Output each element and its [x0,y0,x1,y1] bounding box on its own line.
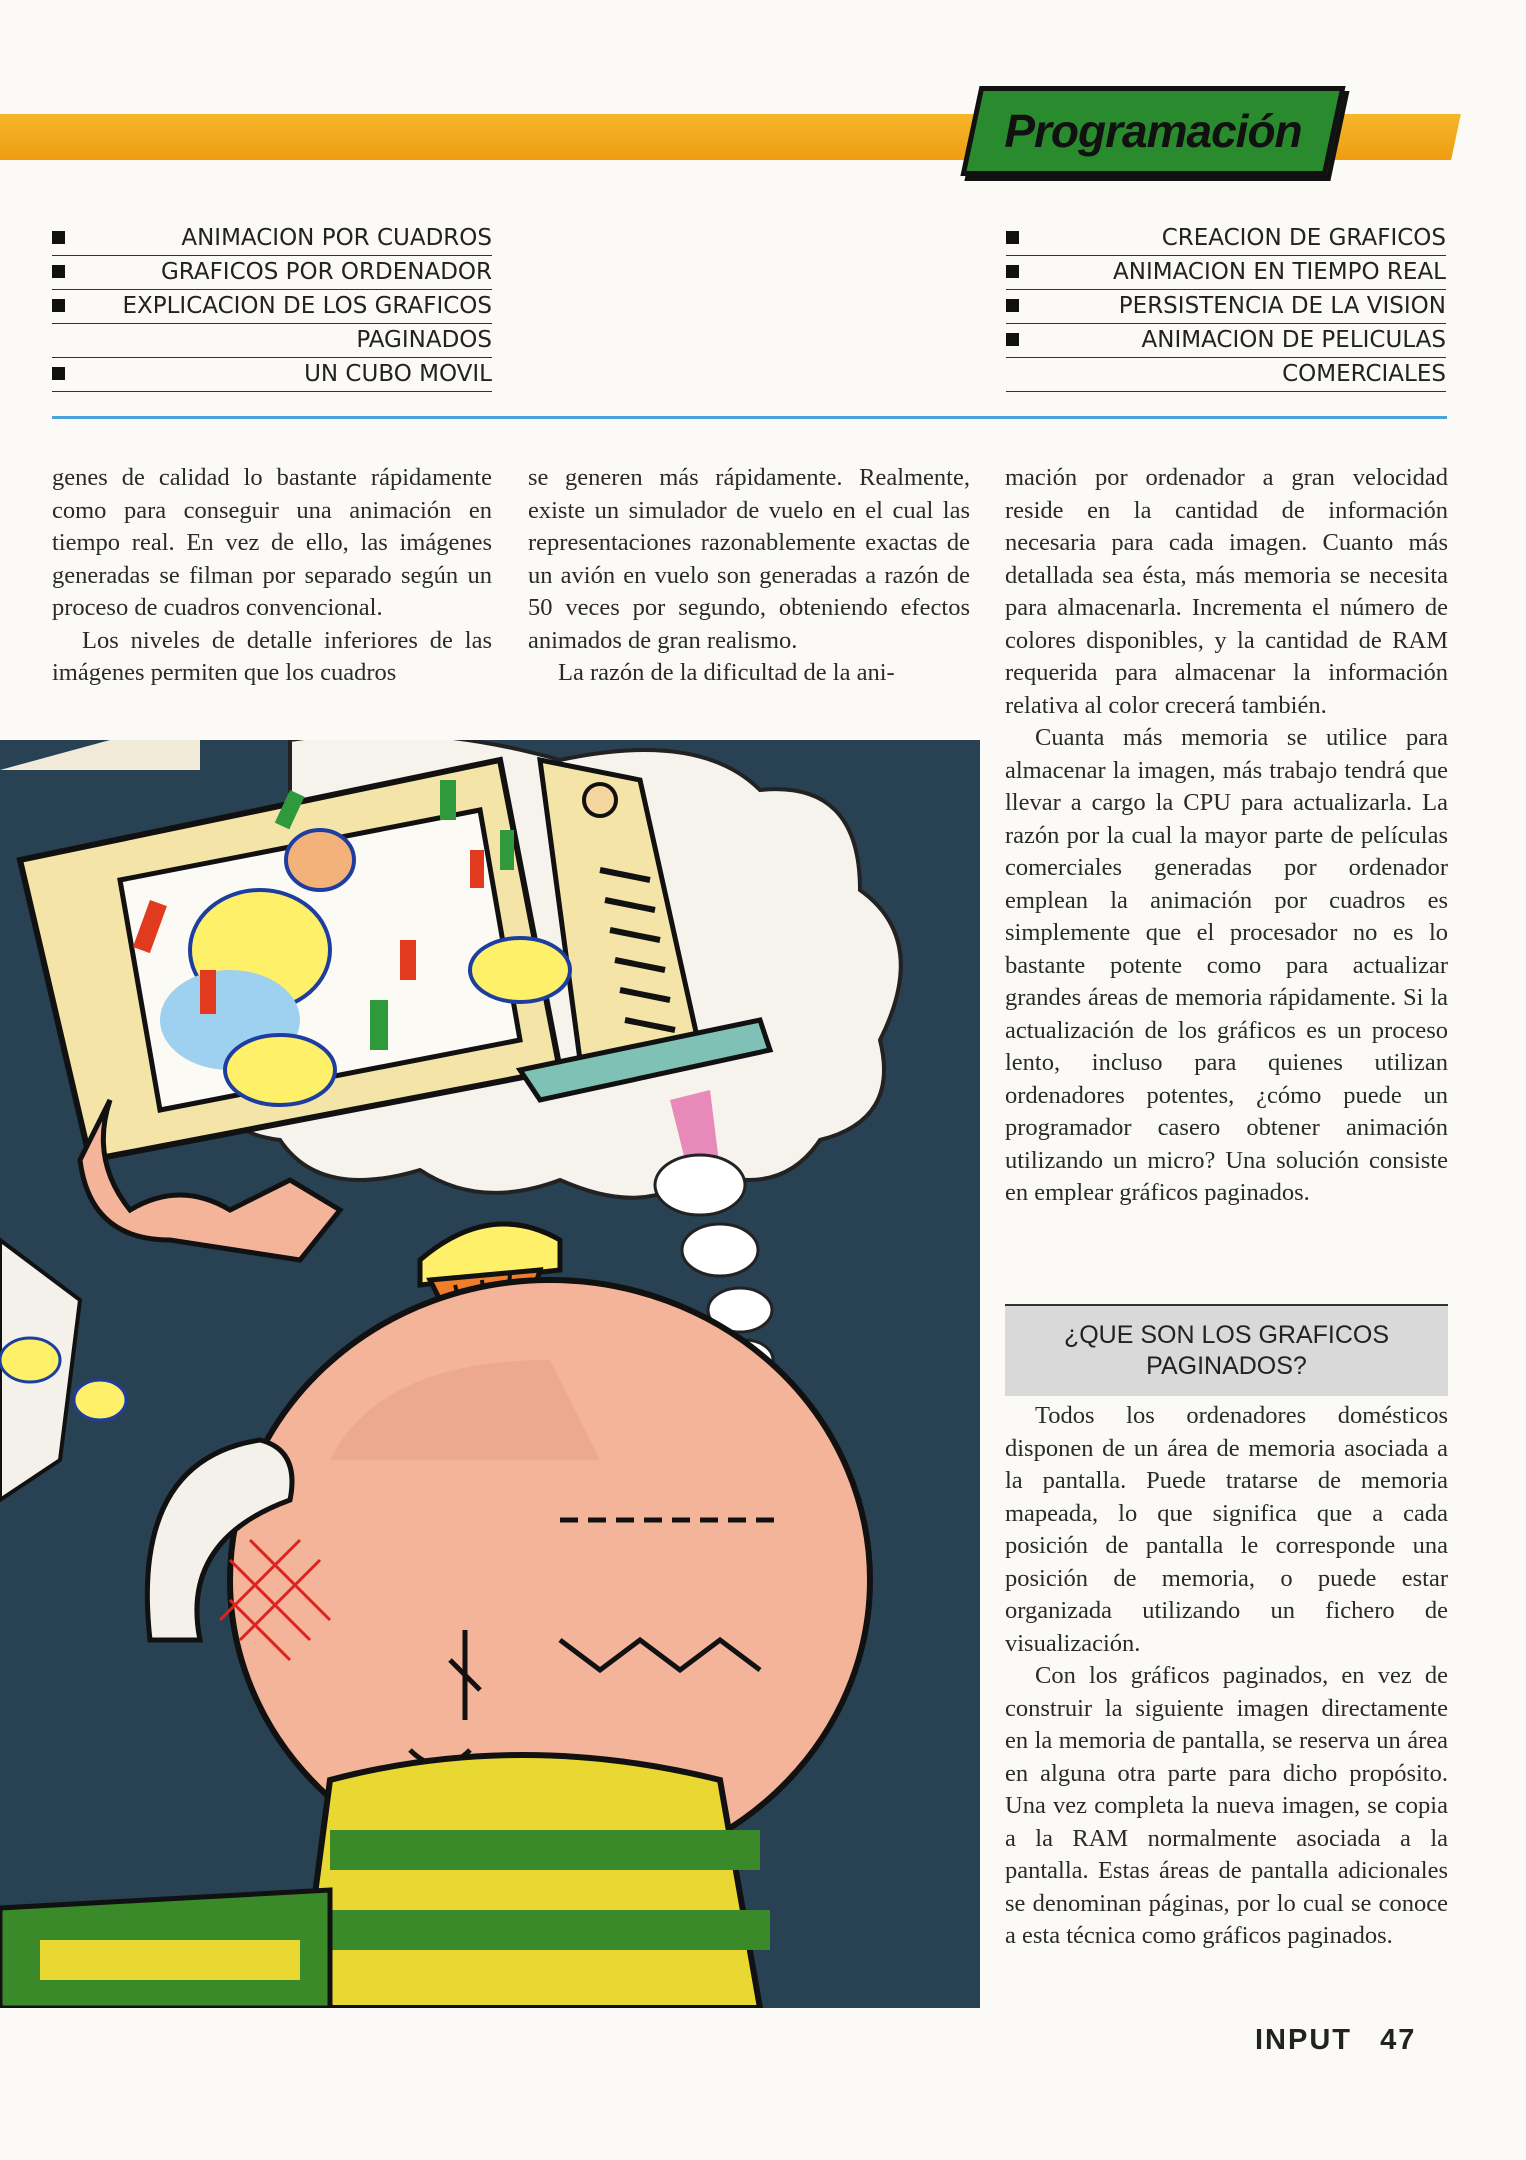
subheading-line-1: ¿QUE SON LOS GRAFICOS [1063,1321,1390,1349]
topics-list-left [52,222,492,392]
left-topic-row [52,290,492,324]
cartoon-illustration [0,740,980,2008]
col2-paragraph-1: se generen más rápidamente. Realmente, existe un simulador de vuelo en el cual las representaciones razonablemente exactas de un avión en vuelo son generadas a razón de 50 veces por segundo, obteniendo efectos animados de gran realismo. [528,464,970,654]
left-topic-label: UN CUBO MOVIL [304,361,492,387]
right-topic-label: CREACION DE GRAFICOS [1161,225,1446,251]
left-topic-row [52,256,492,290]
section-badge [960,86,1345,176]
col1-paragraph-2: Los niveles de detalle inferiores de las imágenes permiten que los cuadros [52,626,492,686]
col3b-paragraph-2: Con los gráficos paginados, en vez de construir la siguiente imagen directamente en la memoria de pantalla, se reserva un área en alguna otra parte para dicho propósito. Una vez completa la nueva imagen, se copia a la RAM normalmente asociada a la pantalla. Estas áreas de pantalla adicionales se denominan páginas, por lo cual se conoce a esta técnica como gráficos paginados. [1005,1662,1448,1949]
col1-paragraph-1: genes de calidad lo bastante rápidamente como para conseguir una animación en tiempo real. En vez de ello, las imágenes generadas se filman por separado según un proceso de cuadros convencional. [52,464,492,621]
bullet-square-icon [52,367,65,380]
left-topic-row [52,222,492,256]
col2-paragraph-2: La razón de la dificultad de la ani- [558,659,895,686]
right-topic-row [1006,324,1446,358]
col3-paragraph-1: mación por ordenador a gran velocidad reside en la cantidad de información necesaria para cada imagen. Cuanto más detallada sea ésta, más memoria se necesita para almacenarla. Incrementa el número de colores disponibles, y la cantidad de RAM requerida para almacenar la información relativa al color crecerá también. [1005,464,1448,719]
bullet-square-icon [52,265,65,278]
column-2 [528,462,970,690]
column-3 [1005,462,1448,1210]
right-topic-row [1006,358,1446,392]
bullet-square-icon [52,231,65,244]
subheading-line-2: PAGINADOS? [1146,1352,1307,1380]
footer-brand: INPUT [1255,2024,1352,2056]
right-topic-label: PERSISTENCIA DE LA VISION [1118,293,1446,319]
left-topic-label: EXPLICACION DE LOS GRAFICOS [122,293,492,319]
header-divider [52,416,1447,419]
bullet-square-icon [1006,231,1019,244]
column-1 [52,462,492,690]
col3b-paragraph-1: Todos los ordenadores domésticos disponen de un área de memoria asociada a la pantalla. Puede tratarse de memoria mapeada, lo que significa que a cada posición de pantalla le corresponde una posición de memoria, o puede estar organizada utilizando un fichero de visualización. [1005,1402,1448,1657]
bullet-square-icon [52,299,65,312]
page-number: 47 [1380,2024,1417,2056]
section-label: Programación [1004,105,1302,157]
right-topic-label: ANIMACION DE PELICULAS [1141,327,1446,353]
right-topic-label: ANIMACION EN TIEMPO REAL [1113,259,1446,285]
subheading-box [1005,1304,1448,1396]
bullet-square-icon [1006,299,1019,312]
left-topic-row [52,358,492,392]
col3-paragraph-2: Cuanta más memoria se utilice para almacenar la imagen, más trabajo tendrá que llevar a cargo la CPU para actualizarla. La razón por la cual la mayor parte de películas comerciales generadas por ordenador emplean la animación por cuadros es simplemente que el procesador no es lo bastante potente como para actualizar grandes áreas de memoria rápidamente. Si la actualización de los gráficos es un proceso lento, incluso para quienes utilizan ordenadores potentes, ¿cómo puede un programador casero obtener animación utilizando un micro? Una solución consiste en emplear gráficos paginados. [1005,724,1448,1206]
header-stripe-left [0,114,985,160]
bullet-square-icon [1006,333,1019,346]
left-topic-label: ANIMACION POR CUADROS [181,225,492,251]
right-topic-row [1006,290,1446,324]
right-topic-row [1006,256,1446,290]
left-topic-label: PAGINADOS [356,327,492,353]
left-topic-label: GRAFICOS POR ORDENADOR [160,259,492,285]
column-3-continued [1005,1400,1448,1953]
page-footer [1255,2024,1416,2057]
right-topic-row [1006,222,1446,256]
header-stripe-right [1331,114,1461,160]
topics-list-right [1006,222,1446,392]
bullet-square-icon [1006,265,1019,278]
right-topic-label: COMERCIALES [1282,361,1446,387]
left-topic-row [52,324,492,358]
